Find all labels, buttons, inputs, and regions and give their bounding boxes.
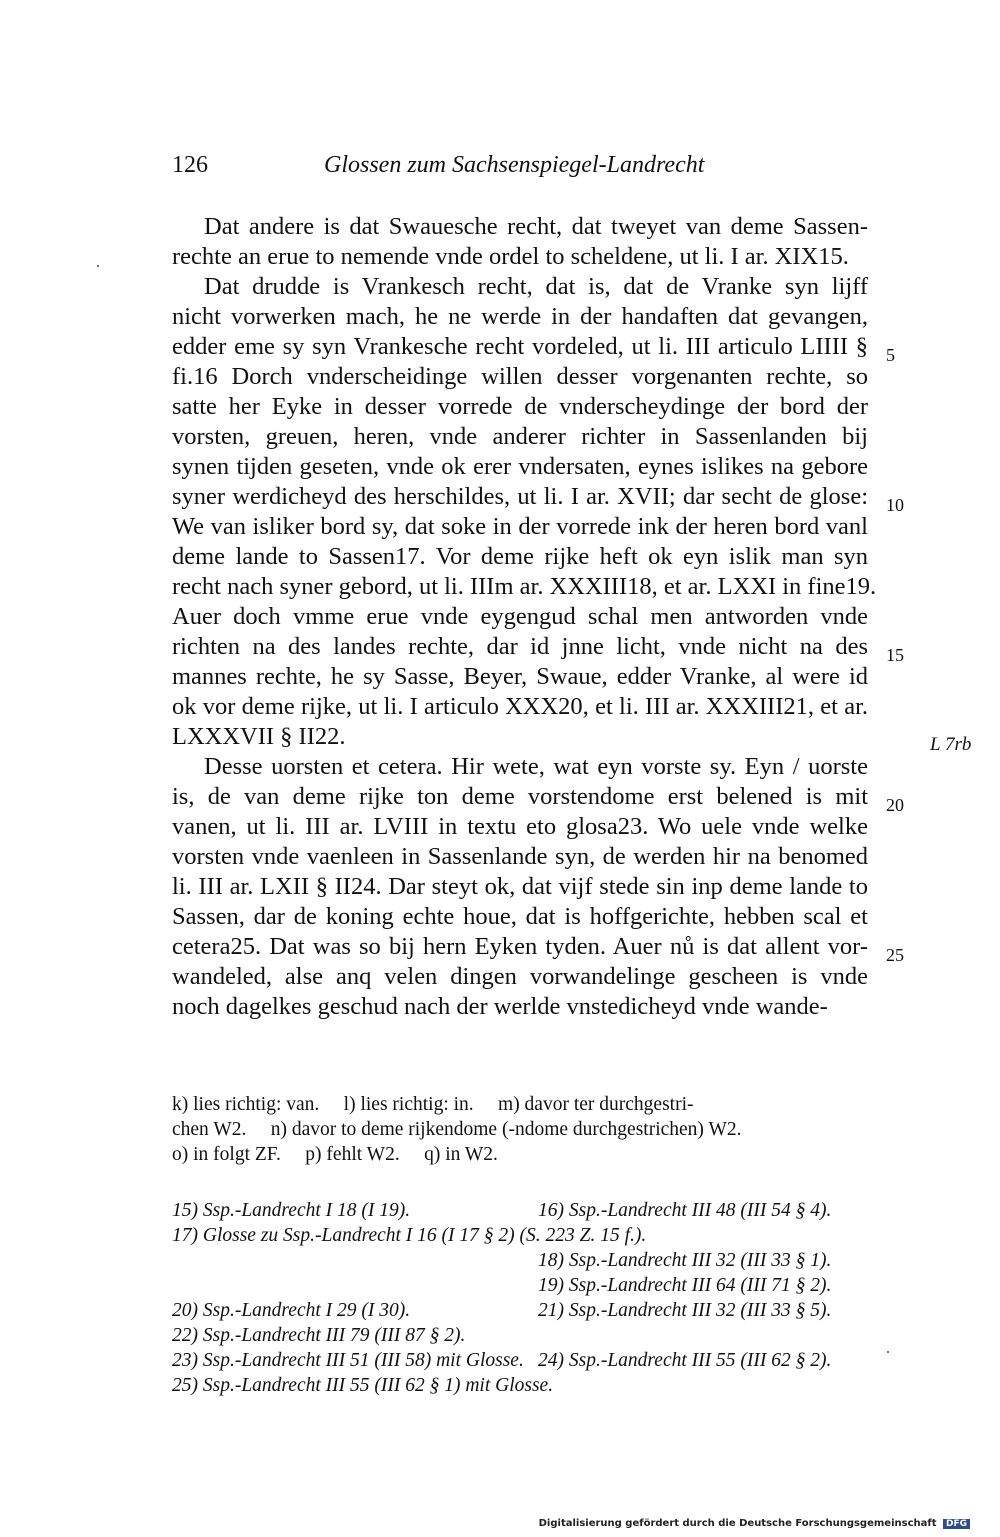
apparatus-line: k) lies richtig: van. l) lies richtig: in. m) davor ter durchgestri- <box>172 1094 694 1115</box>
footnote: 15) Ssp.-Landrecht I 18 (I 19). <box>172 1200 411 1221</box>
text-line: deme lande to Sassen17. Vor deme rijke heft ok eyn islik man syn <box>172 543 868 570</box>
text-line: satte her Eyke in desser vorrede de vnderscheydinge der bord der <box>172 393 868 420</box>
text-line: noch dagelkes geschud nach der werlde vnstedicheyd vnde wande- <box>172 993 828 1020</box>
text-line: fi.16 Dorch vnderscheidinge willen desser vorgenanten rechte, so <box>172 363 868 390</box>
marginal-folio-note: L 7rb <box>930 734 972 755</box>
line-number: 20 <box>886 795 904 815</box>
footnote: 24) Ssp.-Landrecht III 55 (III 62 § 2). <box>538 1350 832 1371</box>
text-line: Dat andere is dat Swauesche recht, dat tweyet van deme Sassen- <box>204 213 868 240</box>
scan-speck <box>97 265 99 267</box>
text-line: vorsten vnde vaenleen in Sassenlande syn, de werden hir na benomed <box>172 843 868 870</box>
line-number: 15 <box>886 645 904 665</box>
page-number: 126 <box>172 152 208 178</box>
dfg-logo: DFG <box>943 1519 970 1529</box>
footnote: 16) Ssp.-Landrecht III 48 (III 54 § 4). <box>538 1200 832 1221</box>
text-line: vanen, ut li. III ar. LVIII in textu eto glosa23. Wo uele vnde welke <box>172 813 868 840</box>
text-line: li. III ar. LXII § II24. Dar steyt ok, dat vijf stede sin inp deme lande to <box>172 873 868 900</box>
text-line: syner werdicheyd des herschildes, ut li. I ar. XVII; dar secht de glose: <box>172 483 868 510</box>
text-line: wandeled, alse anq velen dingen vorwandelinge gescheen is vnde <box>172 963 868 990</box>
text-line: Sassen, dar de koning echte houe, dat is hoffgerichte, hebben scal et <box>172 903 868 930</box>
text-line: LXXXVII § II22. <box>172 723 346 750</box>
footnote: 19) Ssp.-Landrecht III 64 (III 71 § 2). <box>538 1275 832 1296</box>
footnote: 20) Ssp.-Landrecht I 29 (I 30). <box>172 1300 411 1321</box>
text-line: vorsten, greuen, heren, vnde anderer richter in Sassenlanden bij <box>172 423 868 450</box>
scan-speck <box>887 1351 889 1353</box>
digitization-notice <box>539 1518 970 1529</box>
text-line: Desse uorsten et cetera. Hir wete, wat eyn vorste sy. Eyn / uorste <box>204 753 868 780</box>
text-line: rechte an erue to nemende vnde ordel to scheldene, ut li. I ar. XIX15. <box>172 243 849 270</box>
apparatus-line: o) in folgt ZF. p) fehlt W2. q) in W2. <box>172 1144 498 1165</box>
running-title: Glossen zum Sachsenspiegel-Landrecht <box>324 152 705 178</box>
line-number: 10 <box>886 495 904 515</box>
footnote: 22) Ssp.-Landrecht III 79 (III 87 § 2). <box>172 1325 466 1346</box>
digitization-text: Digitalisierung gefördert durch die Deutsche Forschungsgemeinschaft <box>538 1518 937 1529</box>
footnote: 23) Ssp.-Landrecht III 51 (III 58) mit Glosse. <box>172 1350 524 1371</box>
text-line: Auer doch vmme erue vnde eygengud schal men antworden vnde <box>172 603 868 630</box>
text-line: cetera25. Dat was so bij hern Eyken tyden. Auer nů is dat allent vor- <box>172 933 868 960</box>
footnote: 18) Ssp.-Landrecht III 32 (III 33 § 1). <box>538 1250 832 1271</box>
text-line: richten na des landes rechte, dar id jnne licht, vnde nicht na des <box>172 633 868 660</box>
text-line: We van isliker bord sy, dat soke in der vorrede ink der heren bord vanl <box>172 513 868 540</box>
text-line: is, de van deme rijke ton deme vorstendome erst belened is mit <box>172 783 868 810</box>
text-line: synen tijden geseten, vnde ok erer vndersaten, eynes islikes na gebore <box>172 453 868 480</box>
apparatus-line: chen W2. n) davor to deme rijkendome (-ndome durchgestrichen) W2. <box>172 1119 742 1140</box>
line-number: 25 <box>886 945 904 965</box>
text-line: mannes rechte, he sy Sasse, Beyer, Swaue, edder Vranke, al were id <box>172 663 868 690</box>
text-line: edder eme sy syn Vrankesche recht vordeled, ut li. III articulo LIIII § <box>172 333 868 360</box>
text-line: recht nach syner gebord, ut li. IIIm ar. XXXIII18, et ar. LXXI in fine19. <box>172 573 877 600</box>
footnote: 25) Ssp.-Landrecht III 55 (III 62 § 1) mit Glosse. <box>172 1375 554 1396</box>
footnote: 17) Glosse zu Ssp.-Landrecht I 16 (I 17 § 2) (S. 223 Z. 15 f.). <box>172 1225 647 1246</box>
text-line: ok vor deme rijke, ut li. I articulo XXX20, et li. III ar. XXXIII21, et ar. <box>172 693 868 720</box>
footnote: 21) Ssp.-Landrecht III 32 (III 33 § 5). <box>538 1300 832 1321</box>
text-line: Dat drudde is Vrankesch recht, dat is, dat de Vranke syn lijff <box>204 273 868 300</box>
line-number: 5 <box>886 345 895 365</box>
text-line: nicht vorwerken mach, he ne werde in der handaften dat gevangen, <box>172 303 868 330</box>
